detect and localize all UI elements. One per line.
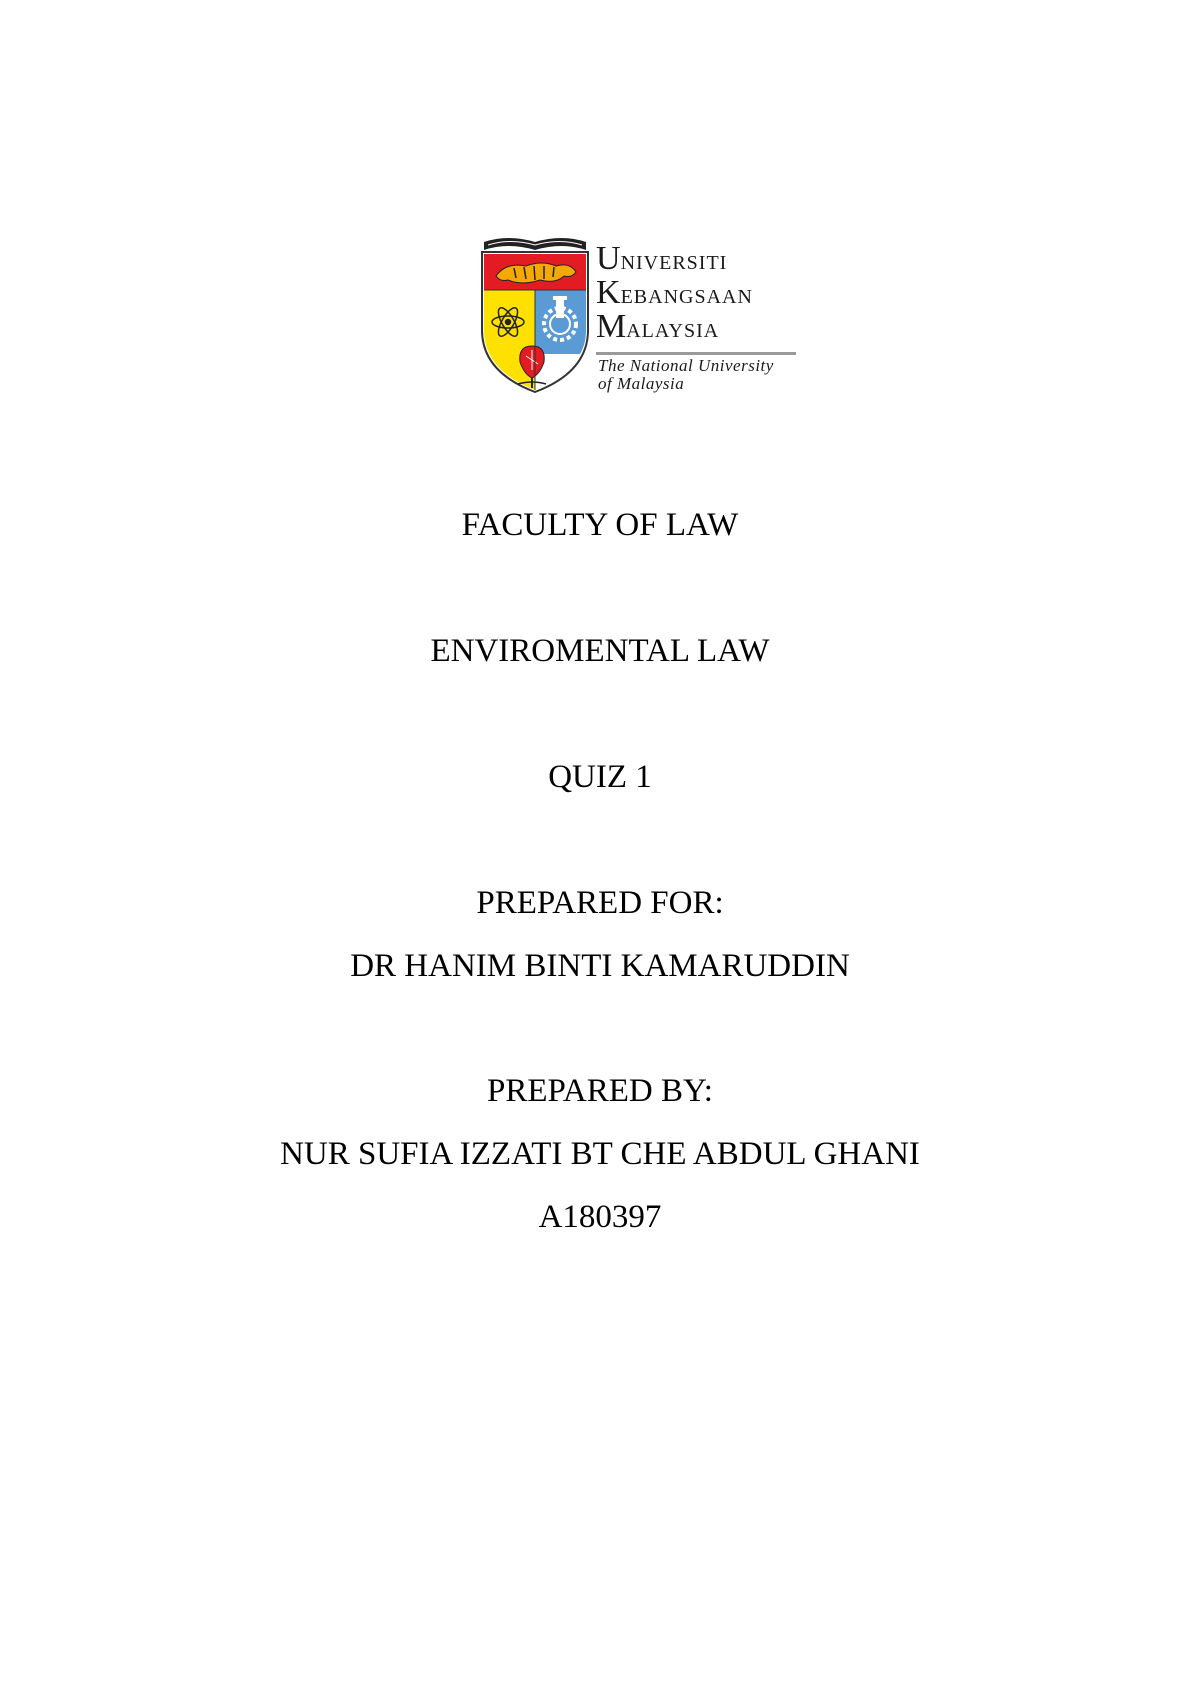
prepared-by-name: NUR SUFIA IZZATI BT CHE ABDUL GHANI (280, 1136, 920, 1172)
student-id: A180397 (538, 1199, 662, 1235)
university-name-line-1: UNIVERSITI (596, 240, 728, 277)
university-name-line-3: MALAYSIA (596, 308, 720, 345)
university-crest-icon (480, 232, 590, 397)
course-title: ENVIROMENTAL LAW (430, 633, 770, 669)
university-tagline-line-2: of Malaysia (598, 374, 685, 393)
university-name-line-2: KEBANGSAAN (596, 274, 753, 311)
prepared-for-name: DR HANIM BINTI KAMARUDDIN (350, 948, 850, 984)
assessment-title: QUIZ 1 (548, 759, 652, 795)
university-wordmark (596, 240, 806, 393)
university-tagline-line-1: The National University (598, 356, 774, 375)
prepared-for-label: PREPARED FOR: (476, 885, 724, 921)
faculty-title: FACULTY OF LAW (461, 507, 739, 543)
university-logo (480, 232, 800, 402)
wordmark-divider (596, 352, 796, 355)
prepared-by-label: PREPARED BY: (487, 1073, 713, 1109)
